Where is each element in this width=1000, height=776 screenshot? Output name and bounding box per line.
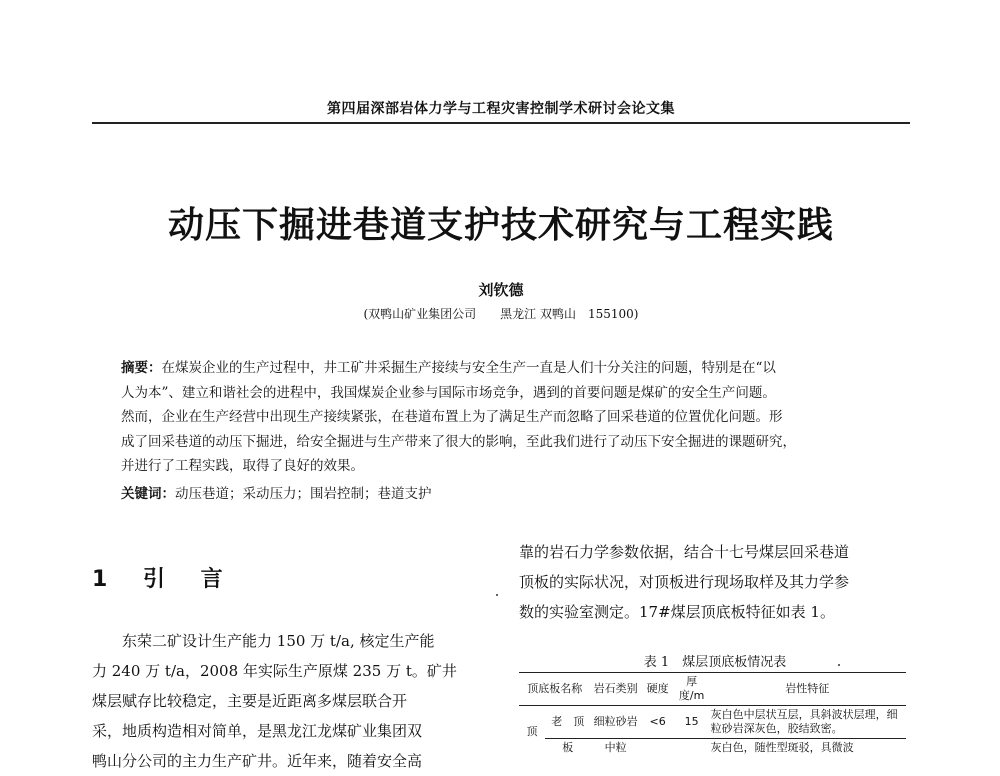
body-line: 靠的岩石力学参数依据，结合十七号煤层回采巷道 <box>519 543 850 561</box>
section-body-right <box>519 537 911 627</box>
table-cell: 中粒 <box>604 741 627 754</box>
keywords <box>121 484 881 504</box>
body-line: 采，地质构造相对简单，是黑龙江龙煤矿业集团双 <box>92 722 423 740</box>
keywords-text: 动压巷道；采动压力；围岩控制；巷道支护 <box>175 486 432 502</box>
stray-dot <box>496 594 498 596</box>
table-caption: 表 1 煤层顶底板情况表 <box>643 655 787 670</box>
paper-title: 动压下掘进巷道支护技术研究与工程实践 <box>167 205 834 246</box>
abstract-line: 然而，企业在生产经营中出现生产接续紧张，在巷道布置上为了满足生产而忽略了回采巷道的位置优化问题。形 <box>121 409 783 425</box>
section-body-left <box>92 626 492 776</box>
abstract-label: 摘要： <box>121 360 162 376</box>
section-heading: 1 引 言 <box>92 567 237 592</box>
body-line: 数的实验室测定。17#煤层顶底板特征如表 1。 <box>519 603 835 621</box>
abstract-text: 在煤炭企业的生产过程中，井工矿井采掘生产接续与安全生产一直是人们十分关注的问题，特别是在“以 <box>161 360 776 376</box>
body-line: 顶板的实际状况，对顶板进行现场取样及其力学参 <box>519 573 850 591</box>
table-cell: <6 <box>649 715 666 728</box>
table-cell: 板 <box>562 741 574 754</box>
table-header-cell: 硬度 <box>646 682 669 695</box>
table-cell: 灰白色中层状互层，具斜波状层理，细粒砂岩深灰色，胶结致密。 <box>710 708 898 735</box>
header-rule <box>92 122 910 124</box>
author: 刘钦德 <box>478 281 524 299</box>
table-cell: 老 顶 <box>551 715 585 728</box>
body-line: 东荣二矿设计生产能力 150 万 t/a, 核定生产能 <box>92 632 435 650</box>
table-header-cell: 岩石类别 <box>593 682 638 695</box>
table-1 <box>519 672 906 757</box>
body-line: 力 240 万 t/a，2008 年实际生产原煤 235 万 t。矿井 <box>92 662 457 680</box>
table-header-row <box>519 673 906 706</box>
table-row <box>519 739 906 758</box>
abstract-line: 成了回采巷道的动压下掘进，给安全掘进与生产带来了很大的影响，至此我们进行了动压下安全掘进的课题研究， <box>121 433 796 450</box>
running-head: 第四届深部岩体力学与工程灾害控制学术研讨会论文集 <box>327 101 675 117</box>
table-cell <box>641 739 675 758</box>
table-cell: 细粒砂岩 <box>593 715 638 728</box>
abstract <box>121 356 881 479</box>
rock-table <box>519 672 906 757</box>
keywords-label: 关键词： <box>121 486 175 502</box>
table-cell: 灰白色，随性型斑驳，具微波 <box>710 741 854 754</box>
abstract-line: 人为本”、建立和谐社会的进程中，我国煤炭企业参与国际市场竞争，遇到的首要问题是煤矿的安全生产问题。 <box>121 384 776 401</box>
body-line: 煤层赋存比较稳定，主要是近距离多煤层联合开 <box>92 692 408 710</box>
table-header-cell: 顶底板名称 <box>527 682 583 695</box>
abstract-line <box>121 356 881 381</box>
abstract-line: 并进行了工程实践，取得了良好的效果。 <box>121 458 364 474</box>
table-cell <box>675 739 709 758</box>
table-cell: 顶 <box>526 724 538 738</box>
table-cell: 15 <box>684 715 699 728</box>
body-line: 鸭山分公司的主力生产矿井。近年来，随着安全高 <box>92 752 423 770</box>
table-row <box>519 706 906 739</box>
affiliation: (双鸭山矿业集团公司 黑龙江 双鸭山 155100) <box>363 307 639 321</box>
table-header-cell: 厚度/m <box>678 675 705 702</box>
table-header-cell: 岩性特征 <box>785 682 830 695</box>
